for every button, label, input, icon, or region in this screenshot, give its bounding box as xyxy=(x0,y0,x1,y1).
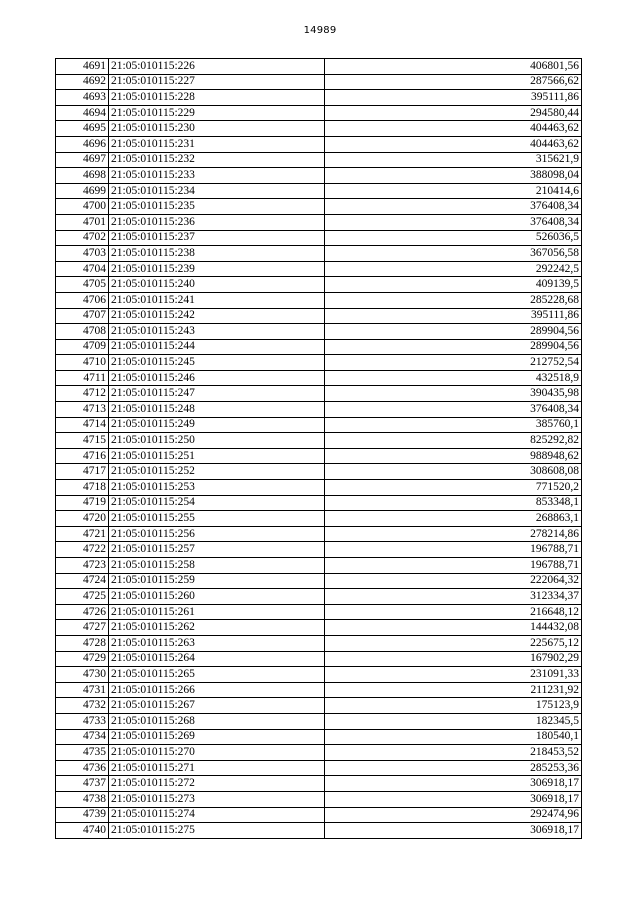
table-row xyxy=(56,355,582,371)
table-row xyxy=(56,713,582,729)
row-number-cell: 4716 xyxy=(56,448,109,464)
row-number-cell: 4705 xyxy=(56,277,109,293)
cadastral-value-cell: 211231,92 xyxy=(325,682,582,698)
row-number-cell: 4720 xyxy=(56,511,109,527)
table-row xyxy=(56,667,582,683)
cadastral-value-cell: 182345,5 xyxy=(325,713,582,729)
table-row xyxy=(56,651,582,667)
cadastral-number-cell: 21:05:010115:231 xyxy=(109,136,325,152)
row-number-cell: 4703 xyxy=(56,246,109,262)
row-number-cell: 4702 xyxy=(56,230,109,246)
cadastral-value-cell: 196788,71 xyxy=(325,542,582,558)
table-row xyxy=(56,386,582,402)
cadastral-number-cell: 21:05:010115:266 xyxy=(109,682,325,698)
cadastral-number-cell: 21:05:010115:251 xyxy=(109,448,325,464)
cadastral-value-cell: 404463,62 xyxy=(325,136,582,152)
row-number-cell: 4708 xyxy=(56,324,109,340)
row-number-cell: 4735 xyxy=(56,745,109,761)
cadastral-number-cell: 21:05:010115:267 xyxy=(109,698,325,714)
cadastral-value-cell: 526036,5 xyxy=(325,230,582,246)
table-row xyxy=(56,59,582,75)
row-number-cell: 4699 xyxy=(56,183,109,199)
cadastral-value-cell: 225675,12 xyxy=(325,635,582,651)
table-row xyxy=(56,402,582,418)
table-row xyxy=(56,152,582,168)
cadastral-value-cell: 180540,1 xyxy=(325,729,582,745)
row-number-cell: 4739 xyxy=(56,807,109,823)
row-number-cell: 4711 xyxy=(56,370,109,386)
row-number-cell: 4715 xyxy=(56,433,109,449)
cadastral-value-cell: 222064,32 xyxy=(325,573,582,589)
table-row xyxy=(56,433,582,449)
cadastral-value-cell: 167902,29 xyxy=(325,651,582,667)
cadastral-value-cell: 216648,12 xyxy=(325,604,582,620)
table-row xyxy=(56,105,582,121)
table-row xyxy=(56,682,582,698)
table-row xyxy=(56,370,582,386)
table-row xyxy=(56,604,582,620)
cadastral-value-cell: 406801,56 xyxy=(325,59,582,75)
cadastral-value-cell: 218453,52 xyxy=(325,745,582,761)
row-number-cell: 4692 xyxy=(56,74,109,90)
table-row xyxy=(56,635,582,651)
row-number-cell: 4737 xyxy=(56,776,109,792)
cadastral-number-cell: 21:05:010115:255 xyxy=(109,511,325,527)
table-row xyxy=(56,121,582,137)
cadastral-number-cell: 21:05:010115:248 xyxy=(109,402,325,418)
cadastral-value-cell: 771520,2 xyxy=(325,480,582,496)
table-row xyxy=(56,698,582,714)
cadastral-number-cell: 21:05:010115:253 xyxy=(109,480,325,496)
table-row xyxy=(56,558,582,574)
cadastral-number-cell: 21:05:010115:249 xyxy=(109,417,325,433)
cadastral-value-cell: 196788,71 xyxy=(325,558,582,574)
row-number-cell: 4730 xyxy=(56,667,109,683)
cadastral-value-cell: 292474,96 xyxy=(325,807,582,823)
row-number-cell: 4707 xyxy=(56,308,109,324)
cadastral-value-cell: 268863,1 xyxy=(325,511,582,527)
cadastral-number-cell: 21:05:010115:265 xyxy=(109,667,325,683)
cadastral-number-cell: 21:05:010115:272 xyxy=(109,776,325,792)
cadastral-value-cell: 144432,08 xyxy=(325,620,582,636)
cadastral-number-cell: 21:05:010115:257 xyxy=(109,542,325,558)
cadastral-value-cell: 306918,17 xyxy=(325,823,582,839)
table-row xyxy=(56,230,582,246)
cadastral-value-cell: 285253,36 xyxy=(325,760,582,776)
row-number-cell: 4704 xyxy=(56,261,109,277)
table-row xyxy=(56,261,582,277)
table-row xyxy=(56,292,582,308)
cadastral-value-cell: 409139,5 xyxy=(325,277,582,293)
row-number-cell: 4727 xyxy=(56,620,109,636)
cadastral-number-cell: 21:05:010115:273 xyxy=(109,791,325,807)
cadastral-number-cell: 21:05:010115:270 xyxy=(109,745,325,761)
table-row xyxy=(56,495,582,511)
table-row xyxy=(56,791,582,807)
cadastral-number-cell: 21:05:010115:233 xyxy=(109,168,325,184)
cadastral-number-cell: 21:05:010115:244 xyxy=(109,339,325,355)
table-row xyxy=(56,760,582,776)
cadastral-number-cell: 21:05:010115:256 xyxy=(109,526,325,542)
cadastral-value-cell: 289904,56 xyxy=(325,339,582,355)
row-number-cell: 4719 xyxy=(56,495,109,511)
cadastral-value-cell: 404463,62 xyxy=(325,121,582,137)
cadastral-number-cell: 21:05:010115:268 xyxy=(109,713,325,729)
cadastral-value-cell: 312334,37 xyxy=(325,589,582,605)
cadastral-number-cell: 21:05:010115:260 xyxy=(109,589,325,605)
table-row xyxy=(56,526,582,542)
table-row xyxy=(56,464,582,480)
cadastral-value-cell: 395111,86 xyxy=(325,308,582,324)
row-number-cell: 4701 xyxy=(56,214,109,230)
cadastral-number-cell: 21:05:010115:230 xyxy=(109,121,325,137)
table-row xyxy=(56,589,582,605)
cadastral-number-cell: 21:05:010115:229 xyxy=(109,105,325,121)
row-number-cell: 4733 xyxy=(56,713,109,729)
row-number-cell: 4696 xyxy=(56,136,109,152)
cadastral-value-cell: 988948,62 xyxy=(325,448,582,464)
cadastral-value-cell: 853348,1 xyxy=(325,495,582,511)
cadastral-value-cell: 367056,58 xyxy=(325,246,582,262)
row-number-cell: 4713 xyxy=(56,402,109,418)
cadastral-value-cell: 292242,5 xyxy=(325,261,582,277)
cadastral-value-table xyxy=(55,58,582,839)
cadastral-number-cell: 21:05:010115:264 xyxy=(109,651,325,667)
cadastral-value-cell: 825292,82 xyxy=(325,433,582,449)
table-row xyxy=(56,90,582,106)
cadastral-value-cell: 294580,44 xyxy=(325,105,582,121)
row-number-cell: 4726 xyxy=(56,604,109,620)
cadastral-number-cell: 21:05:010115:236 xyxy=(109,214,325,230)
row-number-cell: 4695 xyxy=(56,121,109,137)
row-number-cell: 4736 xyxy=(56,760,109,776)
row-number-cell: 4734 xyxy=(56,729,109,745)
row-number-cell: 4724 xyxy=(56,573,109,589)
cadastral-number-cell: 21:05:010115:234 xyxy=(109,183,325,199)
page-number: 14989 xyxy=(303,25,337,36)
table-row xyxy=(56,168,582,184)
row-number-cell: 4729 xyxy=(56,651,109,667)
cadastral-value-cell: 315621,9 xyxy=(325,152,582,168)
row-number-cell: 4691 xyxy=(56,59,109,75)
cadastral-value-cell: 376408,34 xyxy=(325,402,582,418)
cadastral-number-cell: 21:05:010115:239 xyxy=(109,261,325,277)
table-row xyxy=(56,542,582,558)
row-number-cell: 4732 xyxy=(56,698,109,714)
table-row xyxy=(56,199,582,215)
row-number-cell: 4700 xyxy=(56,199,109,215)
table-row xyxy=(56,324,582,340)
table-row xyxy=(56,807,582,823)
table-row xyxy=(56,183,582,199)
table-row xyxy=(56,417,582,433)
cadastral-value-cell: 432518,9 xyxy=(325,370,582,386)
table-row xyxy=(56,480,582,496)
cadastral-number-cell: 21:05:010115:240 xyxy=(109,277,325,293)
cadastral-number-cell: 21:05:010115:254 xyxy=(109,495,325,511)
cadastral-value-cell: 289904,56 xyxy=(325,324,582,340)
row-number-cell: 4723 xyxy=(56,558,109,574)
cadastral-number-cell: 21:05:010115:247 xyxy=(109,386,325,402)
cadastral-number-cell: 21:05:010115:237 xyxy=(109,230,325,246)
cadastral-value-cell: 376408,34 xyxy=(325,214,582,230)
row-number-cell: 4718 xyxy=(56,480,109,496)
cadastral-number-cell: 21:05:010115:245 xyxy=(109,355,325,371)
cadastral-value-cell: 175123,9 xyxy=(325,698,582,714)
row-number-cell: 4710 xyxy=(56,355,109,371)
row-number-cell: 4706 xyxy=(56,292,109,308)
cadastral-number-cell: 21:05:010115:274 xyxy=(109,807,325,823)
row-number-cell: 4721 xyxy=(56,526,109,542)
table-row xyxy=(56,823,582,839)
cadastral-value-cell: 390435,98 xyxy=(325,386,582,402)
cadastral-number-cell: 21:05:010115:275 xyxy=(109,823,325,839)
table-row xyxy=(56,308,582,324)
cadastral-number-cell: 21:05:010115:227 xyxy=(109,74,325,90)
row-number-cell: 4731 xyxy=(56,682,109,698)
row-number-cell: 4714 xyxy=(56,417,109,433)
cadastral-number-cell: 21:05:010115:235 xyxy=(109,199,325,215)
cadastral-number-cell: 21:05:010115:232 xyxy=(109,152,325,168)
table-row xyxy=(56,573,582,589)
cadastral-value-cell: 278214,86 xyxy=(325,526,582,542)
table-row xyxy=(56,74,582,90)
cadastral-number-cell: 21:05:010115:250 xyxy=(109,433,325,449)
row-number-cell: 4740 xyxy=(56,823,109,839)
table-body xyxy=(56,59,582,839)
cadastral-number-cell: 21:05:010115:241 xyxy=(109,292,325,308)
table-row xyxy=(56,620,582,636)
cadastral-number-cell: 21:05:010115:263 xyxy=(109,635,325,651)
row-number-cell: 4738 xyxy=(56,791,109,807)
cadastral-number-cell: 21:05:010115:258 xyxy=(109,558,325,574)
table-row xyxy=(56,136,582,152)
cadastral-value-cell: 287566,62 xyxy=(325,74,582,90)
cadastral-number-cell: 21:05:010115:252 xyxy=(109,464,325,480)
row-number-cell: 4722 xyxy=(56,542,109,558)
cadastral-value-cell: 385760,1 xyxy=(325,417,582,433)
table-row xyxy=(56,277,582,293)
row-number-cell: 4712 xyxy=(56,386,109,402)
cadastral-number-cell: 21:05:010115:242 xyxy=(109,308,325,324)
cadastral-number-cell: 21:05:010115:238 xyxy=(109,246,325,262)
cadastral-number-cell: 21:05:010115:228 xyxy=(109,90,325,106)
row-number-cell: 4709 xyxy=(56,339,109,355)
table-row xyxy=(56,339,582,355)
cadastral-number-cell: 21:05:010115:243 xyxy=(109,324,325,340)
row-number-cell: 4725 xyxy=(56,589,109,605)
table-row xyxy=(56,214,582,230)
cadastral-number-cell: 21:05:010115:246 xyxy=(109,370,325,386)
cadastral-number-cell: 21:05:010115:226 xyxy=(109,59,325,75)
table-row xyxy=(56,448,582,464)
cadastral-value-cell: 395111,86 xyxy=(325,90,582,106)
row-number-cell: 4697 xyxy=(56,152,109,168)
table-row xyxy=(56,776,582,792)
cadastral-value-cell: 306918,17 xyxy=(325,791,582,807)
cadastral-value-cell: 376408,34 xyxy=(325,199,582,215)
row-number-cell: 4694 xyxy=(56,105,109,121)
cadastral-value-cell: 285228,68 xyxy=(325,292,582,308)
cadastral-number-cell: 21:05:010115:262 xyxy=(109,620,325,636)
cadastral-value-cell: 388098,04 xyxy=(325,168,582,184)
row-number-cell: 4698 xyxy=(56,168,109,184)
cadastral-number-cell: 21:05:010115:271 xyxy=(109,760,325,776)
row-number-cell: 4693 xyxy=(56,90,109,106)
cadastral-number-cell: 21:05:010115:259 xyxy=(109,573,325,589)
row-number-cell: 4728 xyxy=(56,635,109,651)
cadastral-value-cell: 210414,6 xyxy=(325,183,582,199)
cadastral-value-cell: 306918,17 xyxy=(325,776,582,792)
table-row xyxy=(56,745,582,761)
table-row xyxy=(56,511,582,527)
row-number-cell: 4717 xyxy=(56,464,109,480)
table-row xyxy=(56,729,582,745)
table-row xyxy=(56,246,582,262)
cadastral-number-cell: 21:05:010115:261 xyxy=(109,604,325,620)
cadastral-value-cell: 308608,08 xyxy=(325,464,582,480)
cadastral-value-cell: 212752,54 xyxy=(325,355,582,371)
cadastral-number-cell: 21:05:010115:269 xyxy=(109,729,325,745)
cadastral-value-cell: 231091,33 xyxy=(325,667,582,683)
